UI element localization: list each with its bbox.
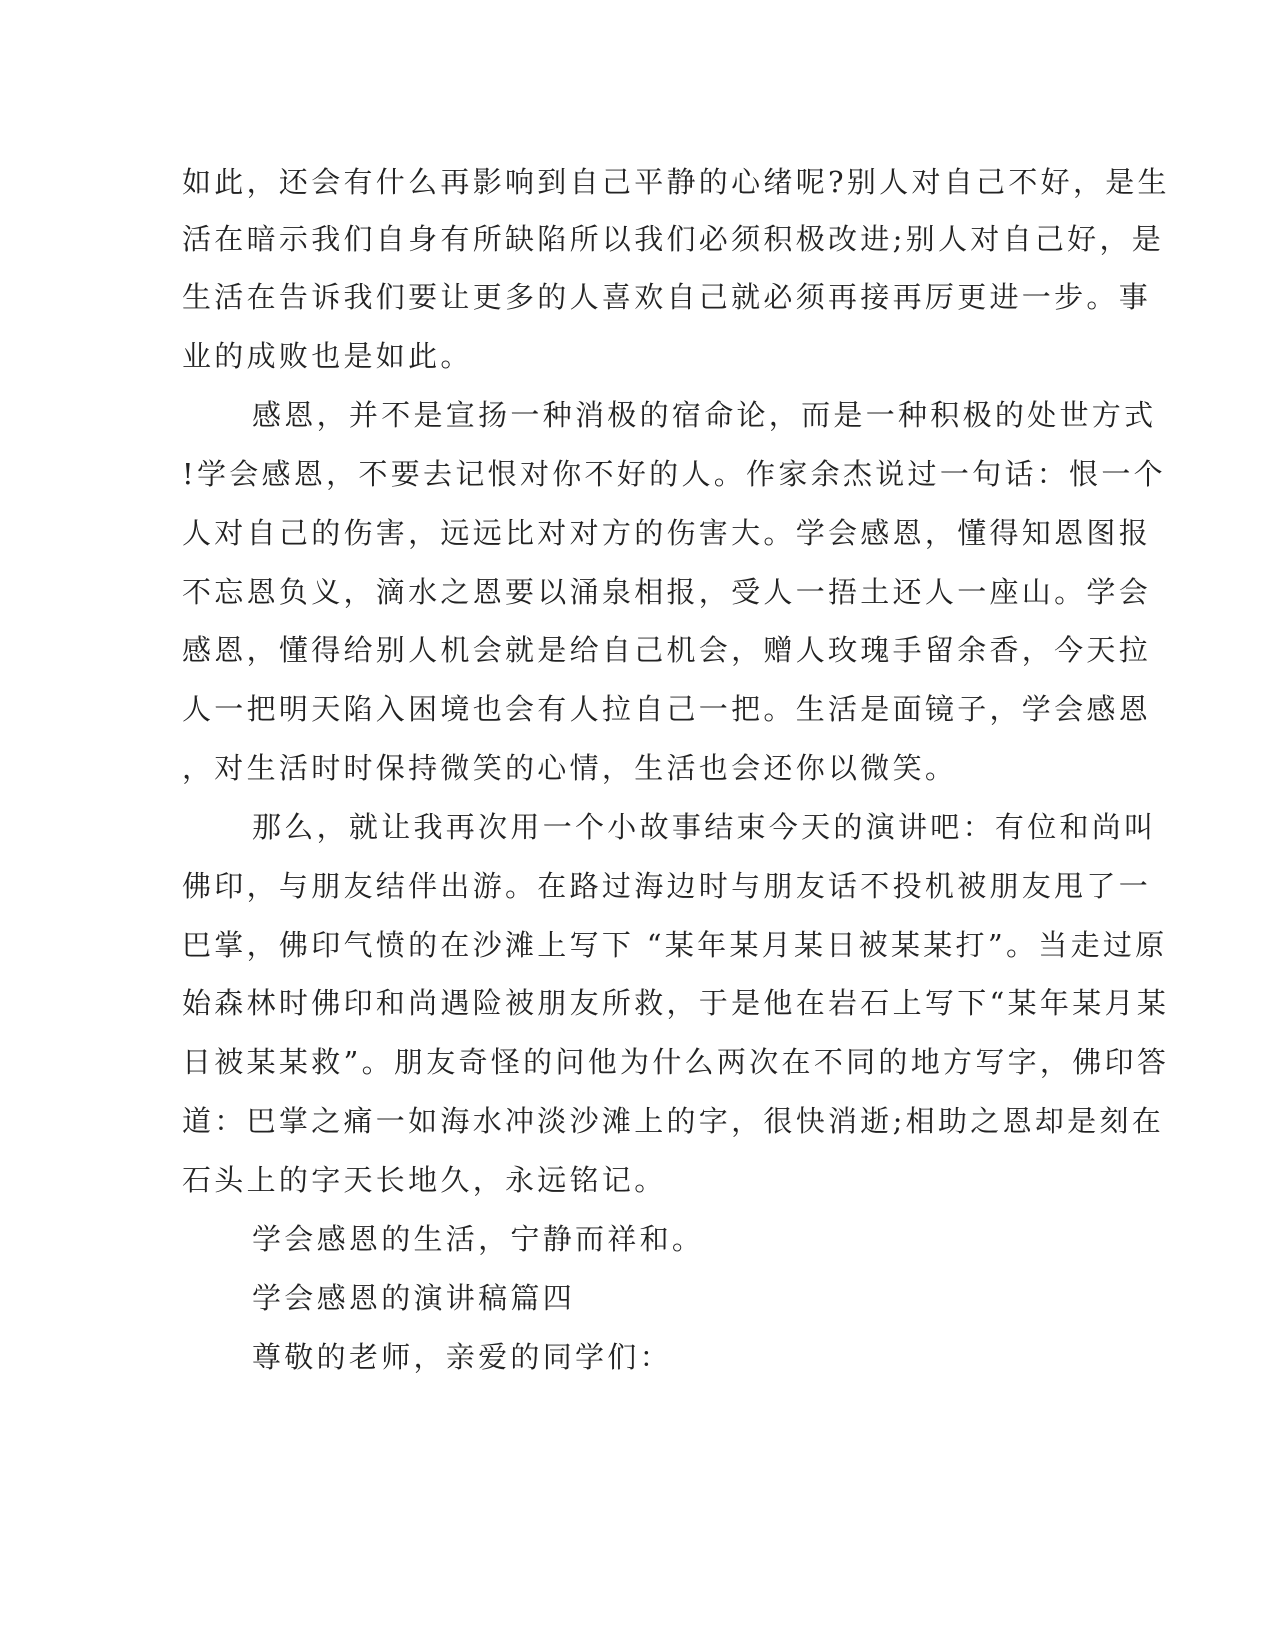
text-line: 业的成败也是如此。 [182, 339, 473, 373]
text-line: 道：巴掌之痛一如海水冲淡沙滩上的字，很快消逝;相助之恩却是刻在 [182, 1104, 1165, 1138]
text-line: 始森林时佛印和尚遇险被朋友所救，于是他在岩石上写下“某年某月某 [182, 986, 1170, 1020]
paragraph-first-line: 那么，就让我再次用一个小故事结束今天的演讲吧：有位和尚叫 [252, 810, 1157, 844]
paragraph-first-line: 感恩，并不是宣扬一种消极的宿命论，而是一种积极的处世方式 [252, 398, 1157, 432]
text-line: 如此，还会有什么再影响到自己平静的心绪呢?别人对自己不好，是生 [182, 165, 1170, 199]
text-line: 日被某某救”。朋友奇怪的问他为什么两次在不同的地方写字，佛印答 [182, 1045, 1170, 1079]
paragraph-line: 学会感恩的生活，宁静而祥和。 [252, 1222, 705, 1256]
text-line: ，对生活时时保持微笑的心情，生活也会还你以微笑。 [182, 751, 958, 785]
text-line: 不忘恩负义，滴水之恩要以涌泉相报，受人一捂土还人一座山。学会 [182, 575, 1152, 609]
text-line: 巴掌，佛印气愤的在沙滩上写下 “某年某月某日被某某打”。当走过原 [182, 928, 1168, 962]
text-line: 人对自己的伤害，远远比对对方的伤害大。学会感恩，懂得知恩图报 [182, 516, 1152, 550]
text-line: 生活在告诉我们要让更多的人喜欢自己就必须再接再厉更进一步。事 [182, 280, 1152, 314]
text-line: 人一把明天陷入困境也会有人拉自己一把。生活是面镜子，学会感恩 [182, 692, 1152, 726]
text-line: 石头上的字天长地久，永远铭记。 [182, 1163, 667, 1197]
text-line: !学会感恩，不要去记恨对你不好的人。作家余杰说过一句话：恨一个 [182, 457, 1166, 491]
text-line: 感恩，懂得给别人机会就是给自己机会，赠人玫瑰手留余香，今天拉 [182, 633, 1152, 667]
text-line: 活在暗示我们自身有所缺陷所以我们必须积极改进;别人对自己好，是 [182, 222, 1165, 256]
section-heading: 学会感恩的演讲稿篇四 [252, 1281, 576, 1315]
salutation: 尊敬的老师，亲爱的同学们： [252, 1340, 672, 1374]
text-line: 佛印，与朋友结伴出游。在路过海边时与朋友话不投机被朋友甩了一 [182, 869, 1152, 903]
